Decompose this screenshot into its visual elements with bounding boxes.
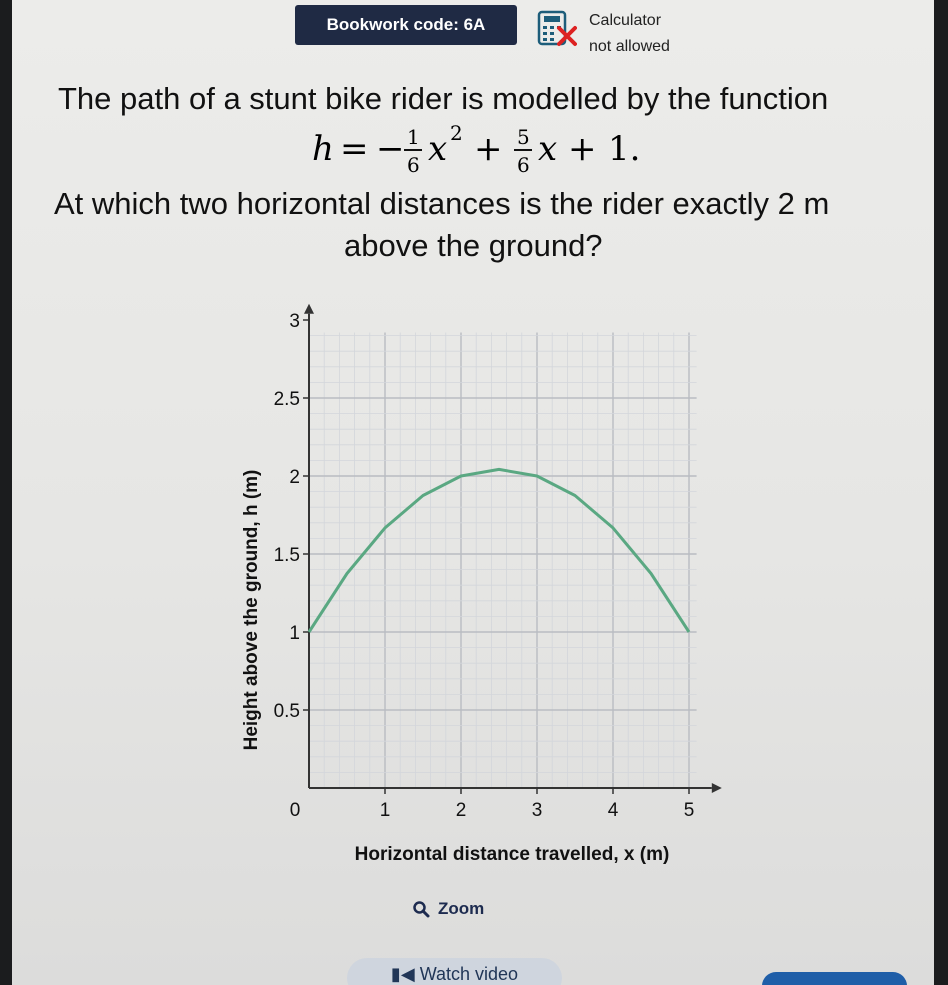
x-tick-label: 0 — [289, 800, 301, 821]
parabola-chart — [217, 300, 737, 880]
x-tick-label: 5 — [683, 800, 695, 821]
calculator-status — [589, 8, 670, 60]
formula-equals: = — [340, 129, 369, 169]
magnifier-icon — [412, 900, 430, 918]
formula-minus: − — [376, 129, 405, 169]
formula-x: x — [428, 129, 448, 169]
video-icon: ▮◀ — [390, 964, 415, 984]
x-tick-label: 1 — [379, 800, 391, 821]
formula-plus-2: + — [568, 129, 597, 169]
y-axis-label: Height above the ground, h (m) — [241, 469, 262, 751]
y-tick-label: 1 — [289, 623, 300, 644]
calculator-not-allowed-icon — [537, 10, 577, 48]
function-formula — [312, 120, 692, 178]
y-tick-label: 3 — [289, 311, 300, 332]
formula-h: h — [312, 129, 334, 169]
x-tick-label: 3 — [531, 800, 543, 821]
screen — [12, 0, 934, 985]
watch-video-button[interactable] — [347, 958, 562, 985]
formula-num-1: 1 — [407, 125, 420, 149]
x-tick-label: 4 — [607, 800, 619, 821]
x-axis-label: Horizontal distance travelled, x (m) — [354, 844, 670, 865]
zoom-label: Zoom — [438, 899, 485, 918]
calculator-restriction: not allowed — [589, 38, 670, 55]
y-axis-arrow — [304, 304, 314, 314]
question-line-3: At which two horizontal distances is the rider exactly 2 m — [54, 186, 830, 221]
formula-num-5: 5 — [517, 125, 530, 149]
question-line-1: The path of a stunt bike rider is modelled by the function — [58, 81, 829, 116]
y-tick-label: 2 — [289, 467, 300, 488]
formula-den-6: 6 — [407, 153, 420, 177]
y-tick-label: 1.5 — [273, 545, 300, 566]
formula-exp-2: 2 — [450, 121, 463, 145]
x-axis-arrow — [712, 783, 722, 793]
formula-den-6b: 6 — [517, 153, 530, 177]
y-tick-label: 0.5 — [273, 701, 300, 722]
height-curve — [309, 469, 689, 632]
formula-x2: x — [538, 129, 558, 169]
question-line-4: above the ground? — [344, 228, 603, 263]
watch-video-label: Watch video — [419, 964, 519, 984]
bookwork-code-badge: Bookwork code: 6A — [295, 5, 517, 45]
formula-const: 1. — [608, 129, 641, 169]
chart-ticks — [274, 311, 695, 821]
calculator-label: Calculator — [589, 12, 662, 29]
y-tick-label: 2.5 — [273, 389, 300, 410]
chart-series — [309, 469, 689, 632]
zoom-button[interactable] — [412, 895, 484, 923]
formula-plus-1: + — [474, 129, 503, 169]
x-tick-label: 2 — [455, 800, 467, 821]
answer-button[interactable] — [762, 972, 907, 985]
